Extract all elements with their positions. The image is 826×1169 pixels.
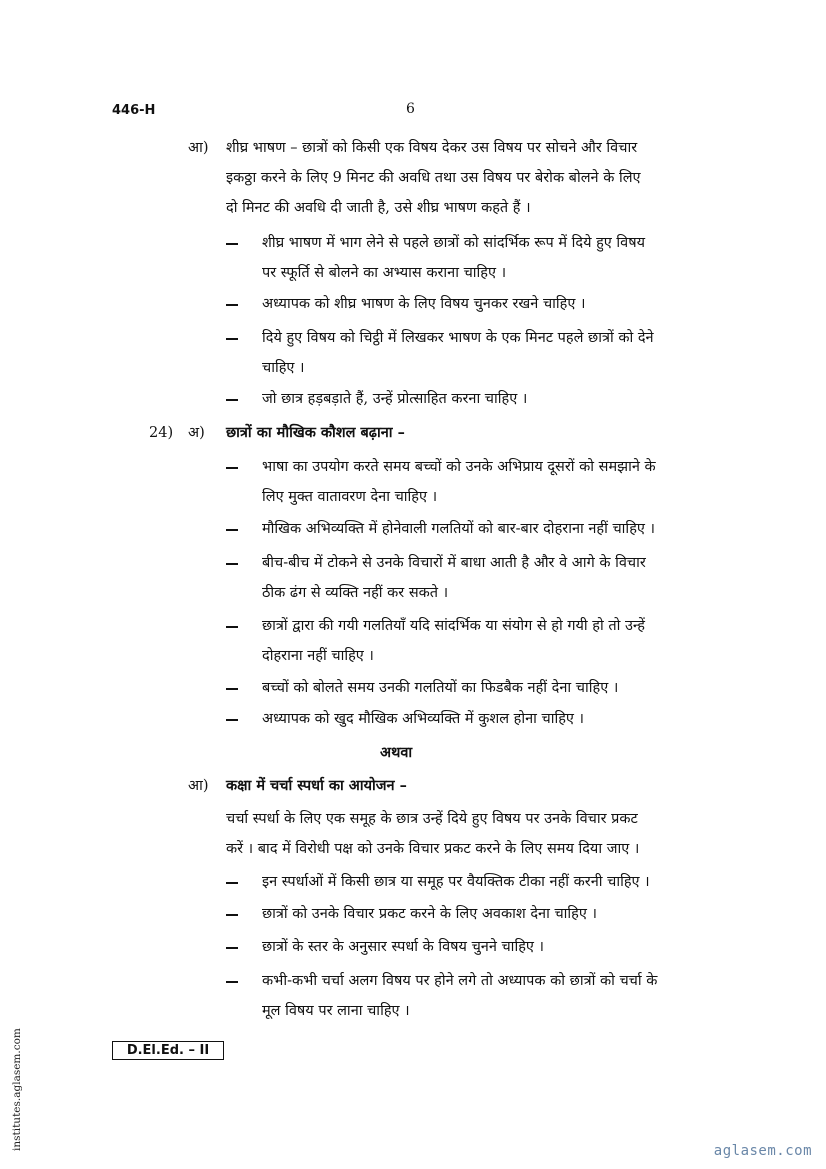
bullet-text: जो छात्र हड़बड़ाते हैं, उन्हें प्रोत्साहित करना चाहिए ।	[262, 391, 528, 407]
bullet-text: बच्चों को बोलते समय उनकी गलतियों का फिडबैक नहीं देना चाहिए ।	[262, 680, 619, 696]
section-label: आ)	[188, 778, 209, 794]
course-label: D.El.Ed. – II	[112, 1041, 224, 1060]
paragraph-line: इकठ्ठा करने के लिए 9 मिनट की अवधि तथा उस विषय पर बेरोक बोलने के लिए	[226, 170, 641, 186]
paragraph-line: करें । बाद में विरोधी पक्ष को उनके विचार प्रकट करने के लिए समय दिया जाए ।	[226, 841, 640, 857]
paragraph-line: शीघ्र भाषण – छात्रों को किसी एक विषय देकर उस विषय पर सोचने और विचार	[226, 140, 638, 156]
bullet-text: शीघ्र भाषण में भाग लेने से पहले छात्रों को सांदर्भिक रूप में दिये हुए विषय	[262, 235, 646, 251]
bullet-dash	[226, 719, 238, 721]
section-label: अ)	[188, 425, 205, 441]
bullet-dash	[226, 981, 238, 983]
section-heading: कक्षा में चर्चा स्पर्धा का आयोजन –	[226, 777, 407, 794]
paper-code: 446-H	[112, 103, 156, 118]
bullet-dash	[226, 947, 238, 949]
paragraph-line: दो मिनट की अवधि दी जाती है, उसे शीघ्र भाषण कहते हैं ।	[226, 200, 531, 216]
page-number: 6	[406, 101, 415, 117]
bullet-text: दिये हुए विषय को चिट्ठी में लिखकर भाषण के एक मिनट पहले छात्रों को देने	[262, 330, 654, 346]
bullet-text: छात्रों के स्तर के अनुसार स्पर्धा के विषय चुनने चाहिए ।	[262, 939, 545, 955]
section-heading: छात्रों का मौखिक कौशल बढ़ाना –	[226, 424, 405, 441]
bullet-dash	[226, 338, 238, 340]
bullet-text: ठीक ढंग से व्यक्ति नहीं कर सकते ।	[262, 585, 449, 601]
section-label: आ)	[188, 140, 209, 156]
question-number: 24)	[149, 425, 174, 441]
bullet-dash	[226, 399, 238, 401]
bullet-dash	[226, 529, 238, 531]
bullet-text: दोहराना नहीं चाहिए ।	[262, 648, 374, 664]
or-divider: अथवा	[380, 744, 413, 761]
corner-watermark: aglasem.com	[713, 1143, 812, 1159]
paragraph-line: चर्चा स्पर्धा के लिए एक समूह के छात्र उन्हें दिये हुए विषय पर उनके विचार प्रकट	[226, 811, 638, 827]
bullet-dash	[226, 563, 238, 565]
bullet-dash	[226, 688, 238, 690]
bullet-text: भाषा का उपयोग करते समय बच्चों को उनके अभिप्राय दूसरों को समझाने के	[262, 459, 656, 475]
bullet-dash	[226, 626, 238, 628]
bullet-text: पर स्फूर्ति से बोलने का अभ्यास कराना चाहिए ।	[262, 265, 507, 281]
bullet-text: छात्रों द्वारा की गयी गलतियाँ यदि सांदर्भिक या संयोग से हो गयी हो तो उन्हें	[262, 618, 645, 634]
side-watermark: institutes.aglasem.com	[11, 1028, 23, 1151]
bullet-text: अध्यापक को खुद मौखिक अभिव्यक्ति में कुशल होना चाहिए ।	[262, 711, 585, 727]
bullet-dash	[226, 304, 238, 306]
bullet-dash	[226, 467, 238, 469]
bullet-text: मौखिक अभिव्यक्ति में होनेवाली गलतियों को बार-बार दोहराना नहीं चाहिए ।	[262, 521, 656, 537]
bullet-dash	[226, 243, 238, 245]
bullet-text: चाहिए ।	[262, 360, 305, 376]
bullet-text: मूल विषय पर लाना चाहिए ।	[262, 1003, 410, 1019]
bullet-text: बीच-बीच में टोकने से उनके विचारों में बाधा आती है और वे आगे के विचार	[262, 555, 646, 571]
bullet-text: कभी-कभी चर्चा अलग विषय पर होने लगे तो अध्यापक को छात्रों को चर्चा के	[262, 973, 658, 989]
bullet-text: अध्यापक को शीघ्र भाषण के लिए विषय चुनकर रखने चाहिए ।	[262, 296, 586, 312]
bullet-text: लिए मुक्त वातावरण देना चाहिए ।	[262, 489, 438, 505]
bullet-text: छात्रों को उनके विचार प्रकट करने के लिए अवकाश देना चाहिए ।	[262, 906, 597, 922]
bullet-dash	[226, 914, 238, 916]
bullet-text: इन स्पर्धाओं में किसी छात्र या समूह पर वैयक्तिक टीका नहीं करनी चाहिए ।	[262, 874, 650, 890]
bullet-dash	[226, 882, 238, 884]
